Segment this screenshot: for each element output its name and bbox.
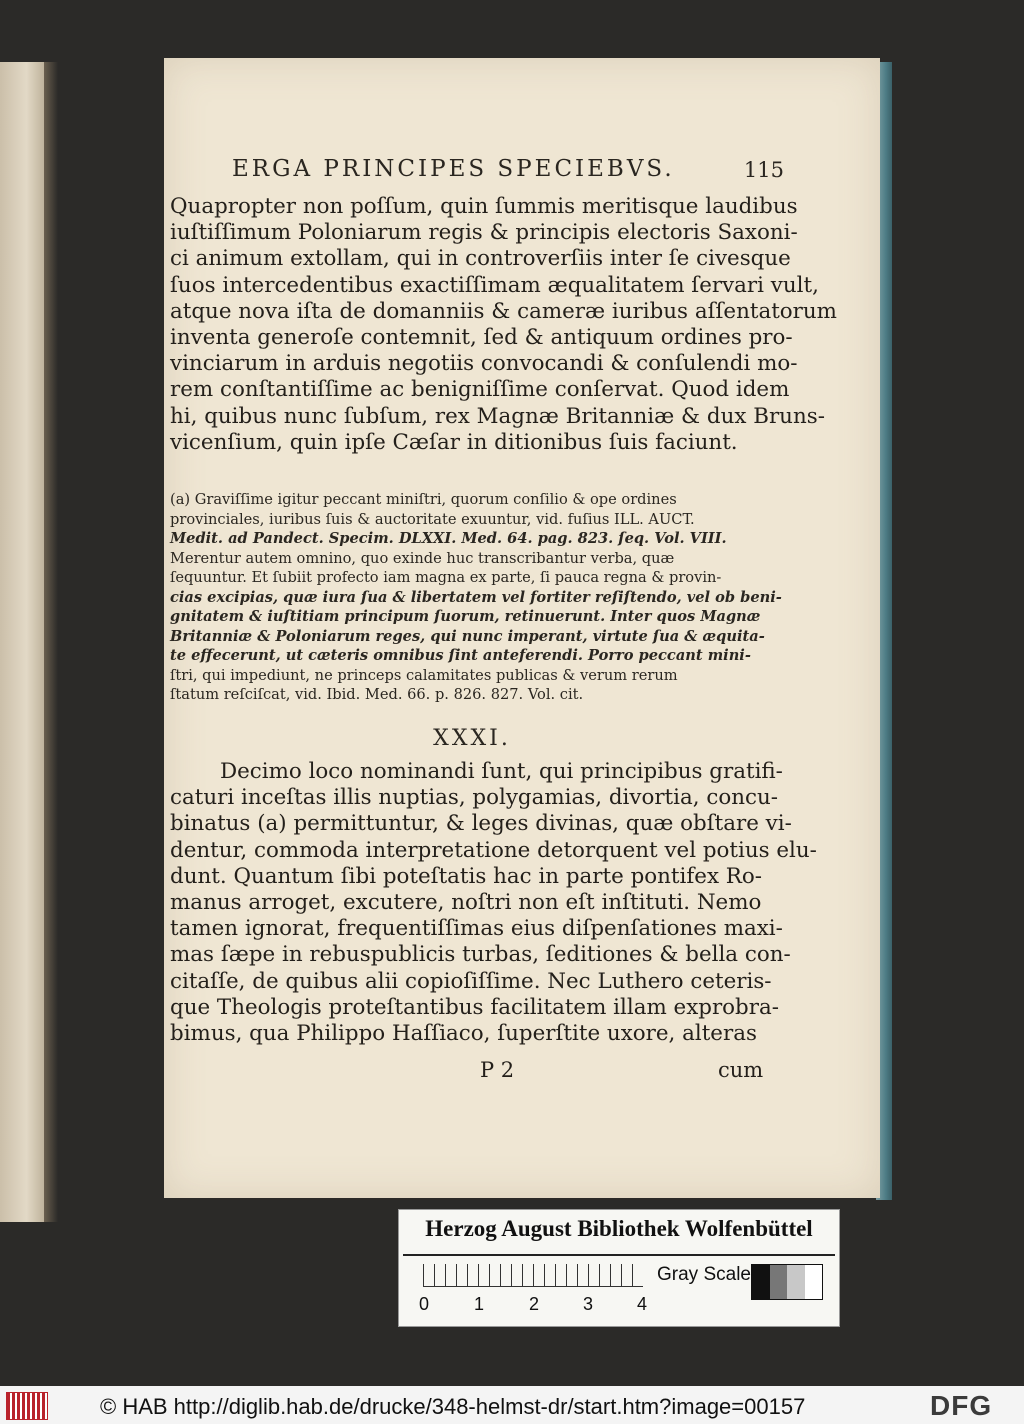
footnote-line: ſtatum reſciſcat, vid. Ibid. Med. 66. p. 826. 827. Vol. cit. xyxy=(170,686,584,703)
footnote-line: ſtri, qui impediunt, ne princeps calamitates publicas & verum rerum xyxy=(170,666,678,684)
text-line: iuſtiſſimum Poloniarum regis & principis electoris Saxoni- xyxy=(170,220,798,246)
footnote-line: provinciales, iuribus ſuis & auctoritate exuuntur, vid. fuſius ILL. AUCT. xyxy=(170,510,695,528)
text-line: vicenſium, quin ipſe Cæſar in ditionibus ſuis faciunt. xyxy=(170,429,738,455)
section-heading: XXXI. xyxy=(433,726,511,751)
text-line: atque nova iſta de domanniis & cameræ iuribus aſſentatorum xyxy=(170,298,837,324)
text-line: dentur, commoda interpretatione detorquent vel potius elu- xyxy=(170,837,817,863)
ruler-number: 3 xyxy=(583,1294,594,1314)
source-url[interactable]: © HAB http://diglib.hab.de/drucke/348-helmst-dr/start.htm?image=00157 xyxy=(100,1394,806,1419)
text-line: tamen ignorat, frequentiſſimas eius diſpenſationes maxi- xyxy=(170,916,783,942)
text-line: ſuos intercedentibus exactiſſimam æqualitatem ſervari vult, xyxy=(170,272,819,298)
text-line: citaſſe, de quibus alii copioſiſſime. Nec Luthero ceteris- xyxy=(170,968,772,994)
gray-swatch xyxy=(770,1265,788,1299)
ruler-number: 4 xyxy=(637,1294,648,1314)
page-number: 115 xyxy=(743,158,784,182)
dfg-logo: DFG xyxy=(930,1390,993,1421)
footnote-line: gnitatem & iuſtitiam principum ſuorum, retinuerunt. Inter quos Magnæ xyxy=(170,608,761,625)
text-line: mas ſæpe in rebuspublicis turbas, ſeditiones & bella con- xyxy=(170,942,791,968)
text-line: hi, quibus nunc ſubſum, rex Magnæ Britanniæ & dux Bruns- xyxy=(170,403,825,429)
footnote-line: ſequuntur. Et ſubiit profecto iam magna ex parte, ſi pauca regna & provin- xyxy=(170,569,722,586)
footnote-line: Medit. ad Pandect. Specim. DLXXI. Med. 64. pag. 823. ſeq. Vol. VIII. xyxy=(170,530,727,547)
text-line: vinciarum in arduis negotiis convocandi & conſulendi mo- xyxy=(170,351,798,377)
book-page xyxy=(164,58,880,1198)
signature-mark: P 2 xyxy=(480,1058,515,1082)
footnote-line: Merentur autem omnino, quo exinde huc transcribantur verba, quæ xyxy=(170,549,675,567)
ruler-number: 1 xyxy=(474,1294,485,1314)
text-line: bimus, qua Philippo Haſſiaco, ſuperſtite uxore, alteras xyxy=(170,1020,757,1046)
ruler-number: 0 xyxy=(419,1294,430,1314)
color-scale-card xyxy=(398,1209,840,1327)
text-line: ci animum extollam, qui in controverſiis inter ſe civesque xyxy=(170,246,791,272)
text-line: inventa generoſe contemnit, ſed & antiquum ordines pro- xyxy=(170,324,793,350)
main-text-block xyxy=(170,194,837,456)
gray-scale-label: Gray Scale xyxy=(657,1264,751,1285)
text-line: que Theologis proteſtantibus facilitatem illam exprobra- xyxy=(170,994,779,1020)
running-head: ERGA PRINCIPES SPECIEBVS. xyxy=(232,156,675,182)
gutter-shadow xyxy=(44,62,58,1222)
catchword: cum xyxy=(718,1058,764,1082)
text-line: dunt. Quantum ſibi poteſtatis hac in parte pontifex Ro- xyxy=(170,863,763,889)
hab-logo-icon xyxy=(6,1392,48,1420)
text-line: binatus (a) permittuntur, & leges divinas, quæ obſtare vi- xyxy=(170,811,792,837)
text-line: Decimo loco nominandi ſunt, qui principibus gratifi- xyxy=(220,759,783,784)
ruler-scale xyxy=(423,1264,643,1287)
footnote-block xyxy=(170,490,782,705)
previous-page-edge xyxy=(0,62,44,1222)
text-line: caturi inceſtas illis nuptias, polygamias, divortia, concu- xyxy=(170,785,778,811)
text-line: manus arroget, excutere, noſtri non eſt inſtituti. Nemo xyxy=(170,889,762,915)
footnote-line: te effecerunt, ut cæteris omnibus ſint anteferendi. Porro peccant mini- xyxy=(170,647,751,664)
footnote-line: (a) Graviſſime igitur peccant miniſtri, quorum conſilio & ope ordines xyxy=(170,491,677,508)
text-line: Quapropter non poſſum, quin ſummis meritisque laudibus xyxy=(170,194,798,219)
library-name: Herzog August Bibliothek Wolfenbüttel xyxy=(425,1216,813,1241)
card-divider xyxy=(403,1254,835,1256)
footnote-line: Britanniæ & Poloniarum reges, qui nunc imperant, virtute ſua & æquita- xyxy=(170,627,765,645)
gray-swatch xyxy=(787,1265,805,1299)
text-line: rem conſtantiſſime ac benigniſſime conſervat. Quod idem xyxy=(170,377,790,403)
gray-swatch xyxy=(805,1265,823,1299)
viewer-footer xyxy=(0,1386,1024,1424)
gray-scale-swatch xyxy=(751,1264,823,1300)
footnote-line: cias excipias, quæ iura ſua & libertatem vel fortiter reſiſtendo, vel ob beni- xyxy=(170,588,782,606)
ruler-number: 2 xyxy=(529,1294,540,1314)
gray-swatch xyxy=(752,1265,770,1299)
section-text-block xyxy=(170,758,817,1046)
